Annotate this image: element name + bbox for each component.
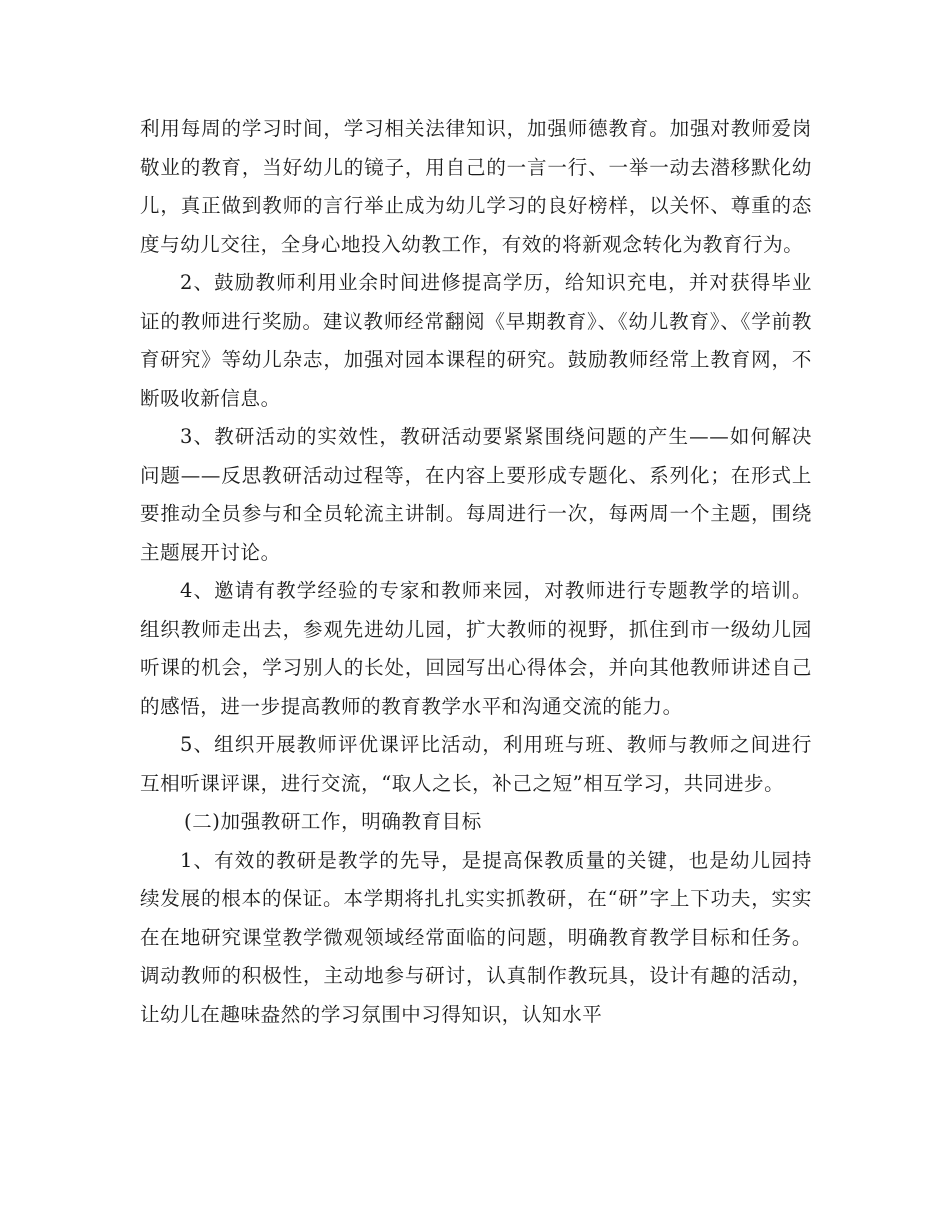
paragraph-item-3-research-effectiveness: 3、教研活动的实效性，教研活动要紧紧围绕问题的产生——如何解决问题——反思教研活动过程等，在内容上要形成专题化、系列化；在形式上要推动全员参与和全员轮流主讲制。每周进行一次，每两周一个主题，围绕主题展开讨论。	[140, 425, 812, 564]
paragraph-item-5-lesson-evaluation: 5、组织开展教师评优课评比活动，利用班与班、教师与教师之间进行互相听课评课，进行交流，“取人之长，补己之短”相互学习，共同进步。	[140, 733, 812, 795]
section-heading-research-goals: (二)加强教研工作，明确教育目标	[184, 810, 482, 833]
document-body	[140, 110, 812, 1034]
paragraph-item-4-expert-training: 4、邀请有教学经验的专家和教师来园，对教师进行专题教学的培训。组织教师走出去，参观先进幼儿园，扩大教师的视野，抓住到市一级幼儿园听课的机会，学习别人的长处，回园写出心得体会，并向其他教师讲述自己的感悟，进一步提高教师的教育教学水平和沟通交流的能力。	[140, 579, 812, 718]
paragraph-item-1-effective-research: 1、有效的教研是教学的先导，是提高保教质量的关键，也是幼儿园持续发展的根本的保证。本学期将扎扎实实抓教研，在“研”字上下功夫，实实在在地研究课堂教学微观领域经常面临的问题，明确教育教学目标和任务。调动教师的积极性，主动地参与研讨，认真制作教玩具，设计有趣的活动，让幼儿在趣味盎然的学习氛围中习得知识，认知水平	[140, 848, 812, 1026]
paragraph-item-2-further-study: 2、鼓励教师利用业余时间进修提高学历，给知识充电，并对获得毕业证的教师进行奖励。建议教师经常翻阅《早期教育》、《幼儿教育》、《学前教育研究》等幼儿杂志，加强对园本课程的研究。鼓励教师经常上教育网，不断吸收新信息。	[140, 271, 812, 410]
paragraph-moral-education: 利用每周的学习时间，学习相关法律知识，加强师德教育。加强对教师爱岗敬业的教育，当好幼儿的镜子，用自己的一言一行、一举一动去潜移默化幼儿，真正做到教师的言行举止成为幼儿学习的良好榜样，以关怀、尊重的态度与幼儿交往，全身心地投入幼教工作，有效的将新观念转化为教育行为。	[140, 117, 812, 256]
